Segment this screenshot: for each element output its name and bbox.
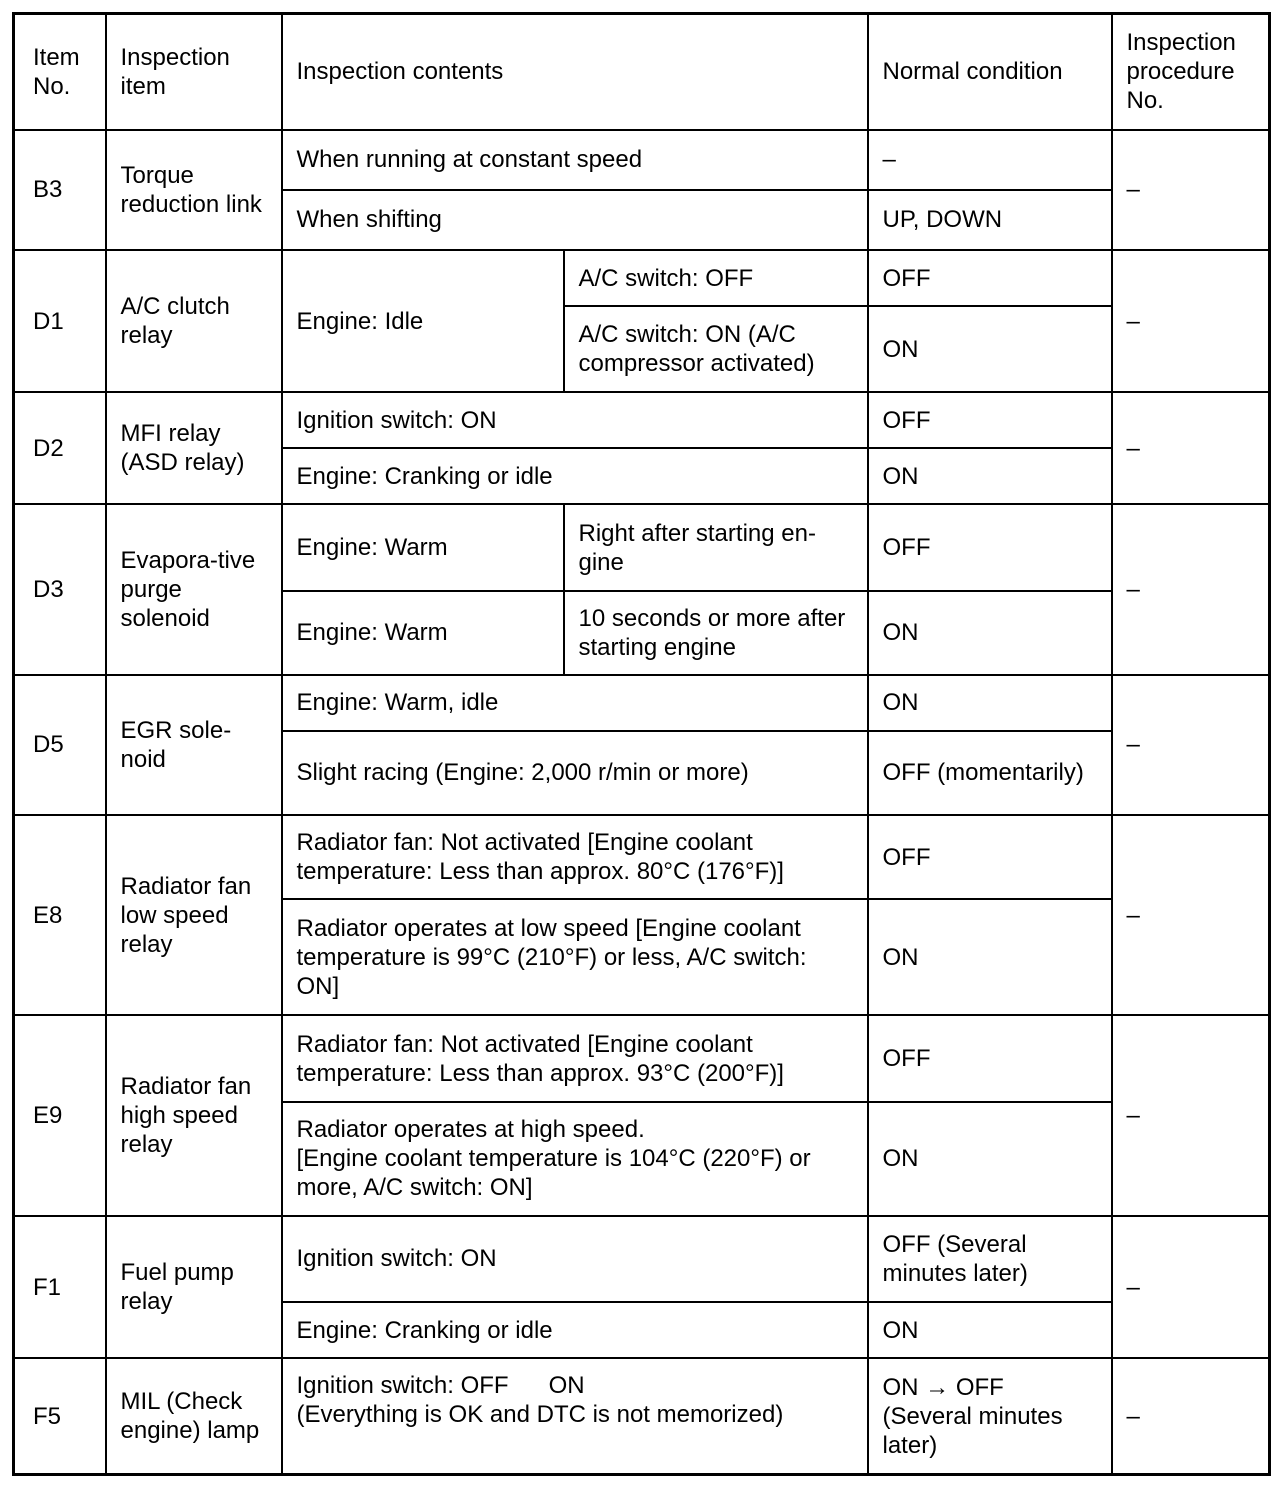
item-no-cell: D1 [14, 250, 106, 392]
procedure-no-cell: – [1112, 1015, 1270, 1215]
inspection-item-cell: MIL (Check engine) lamp [106, 1358, 282, 1474]
header-procedure-no: Inspection procedure No. [1112, 14, 1270, 130]
table-row [14, 1358, 1270, 1474]
normal-condition-cell: ON [868, 1102, 1112, 1216]
inspection-item-cell: Radiator fan low speed relay [106, 815, 282, 1015]
normal-condition-cell: – [868, 130, 1112, 190]
procedure-no-cell: – [1112, 815, 1270, 1015]
table-row [14, 130, 1270, 190]
procedure-no-cell: – [1112, 250, 1270, 392]
normal-condition-cell: ON → OFF (Several minutes later) [868, 1358, 1112, 1474]
procedure-no-cell: – [1112, 1216, 1270, 1358]
inspection-contents-cell: When shifting [282, 190, 868, 250]
normal-condition-cell: ON [868, 448, 1112, 504]
normal-condition-cell: ON [868, 899, 1112, 1015]
inspection-contents-cell: A/C switch: OFF [564, 250, 868, 306]
inspection-item-cell: A/C clutch relay [106, 250, 282, 392]
inspection-contents-line: Radiator operates at high speed. [296, 1116, 645, 1144]
normal-condition-cell: ON [868, 591, 1112, 675]
header-row [14, 14, 1270, 130]
item-no-cell: D3 [14, 504, 106, 674]
inspection-item-cell: Evapora-tive purge solenoid [106, 504, 282, 674]
normal-condition-cell: OFF [868, 1015, 1112, 1101]
normal-condition-cell: ON [868, 675, 1112, 731]
procedure-no-cell: – [1112, 392, 1270, 504]
header-inspection-contents: Inspection contents [282, 14, 868, 130]
inspection-contents-cell: Engine: Cranking or idle [282, 1302, 868, 1358]
table-row [14, 1216, 1270, 1302]
procedure-no-cell: – [1112, 130, 1270, 250]
inspection-contents-cell: A/C switch: ON (A/C compressor activated) [564, 306, 868, 392]
normal-condition-cell: OFF [868, 815, 1112, 899]
normal-condition-cell: OFF (momentarily) [868, 731, 1112, 815]
inspection-table [12, 12, 1271, 1476]
inspection-item-cell: Radiator fan high speed relay [106, 1015, 282, 1215]
normal-condition-cell: ON [868, 1302, 1112, 1358]
table-row [14, 392, 1270, 448]
inspection-contents-cell: Right after starting en-gine [564, 504, 868, 590]
item-no-cell: D2 [14, 392, 106, 504]
inspection-contents-cell: Engine: Cranking or idle [282, 448, 868, 504]
inspection-condition-cell: Engine: Warm [282, 591, 564, 675]
header-inspection-item: Inspection item [106, 14, 282, 130]
inspection-contents-cell: Ignition switch: ON [282, 392, 868, 448]
inspection-item-cell: MFI relay (ASD relay) [106, 392, 282, 504]
inspection-contents-line: (Everything is OK and DTC is not memorized) [296, 1401, 784, 1429]
inspection-contents-cell: Radiator fan: Not activated [Engine coolant temperature: Less than approx. 93°C (200°F)] [282, 1015, 868, 1101]
item-no-cell: B3 [14, 130, 106, 250]
table-row [14, 815, 1270, 899]
inspection-contents-cell: When running at constant speed [282, 130, 868, 190]
item-no-cell: E8 [14, 815, 106, 1015]
inspection-condition-cell: Engine: Idle [282, 250, 564, 392]
inspection-contents-line: [Engine coolant temperature is 104°C (220°F) or more, A/C switch: ON] [296, 1145, 811, 1202]
inspection-contents-cell: Engine: Warm, idle [282, 675, 868, 731]
table-row [14, 250, 1270, 306]
inspection-sheet [12, 12, 1268, 1476]
item-no-cell: D5 [14, 675, 106, 815]
inspection-item-cell: Torque reduction link [106, 130, 282, 250]
inspection-contents-cell [282, 1102, 868, 1216]
inspection-contents-cell: Slight racing (Engine: 2,000 r/min or more) [282, 731, 868, 815]
normal-condition-cell: ON [868, 306, 1112, 392]
header-normal-condition: Normal condition [868, 14, 1112, 130]
item-no-cell: F5 [14, 1358, 106, 1474]
inspection-contents-cell: Ignition switch: ON [282, 1216, 868, 1302]
inspection-item-cell: EGR sole-noid [106, 675, 282, 815]
procedure-no-cell: – [1112, 1358, 1270, 1474]
procedure-no-cell: – [1112, 675, 1270, 815]
inspection-contents-cell: Radiator fan: Not activated [Engine coolant temperature: Less than approx. 80°C (176°F)] [282, 815, 868, 899]
header-item-no: Item No. [14, 14, 106, 130]
inspection-item-cell: Fuel pump relay [106, 1216, 282, 1358]
inspection-contents-cell: Radiator operates at low speed [Engine coolant temperature is 99°C (210°F) or less, A/C switch: ON] [282, 899, 868, 1015]
item-no-cell: F1 [14, 1216, 106, 1358]
inspection-contents-cell: 10 seconds or more after starting engine [564, 591, 868, 675]
table-row [14, 504, 1270, 590]
normal-condition-cell: OFF [868, 504, 1112, 590]
table-row [14, 675, 1270, 731]
normal-condition-cell: OFF [868, 392, 1112, 448]
normal-condition-cell: OFF (Several minutes later) [868, 1216, 1112, 1302]
inspection-condition-cell: Engine: Warm [282, 504, 564, 590]
procedure-no-cell: – [1112, 504, 1270, 674]
item-no-cell: E9 [14, 1015, 106, 1215]
normal-condition-cell: OFF [868, 250, 1112, 306]
table-row [14, 1015, 1270, 1101]
inspection-contents-line: Ignition switch: OFF ON [296, 1372, 585, 1400]
normal-condition-cell: UP, DOWN [868, 190, 1112, 250]
inspection-contents-cell [282, 1358, 868, 1474]
